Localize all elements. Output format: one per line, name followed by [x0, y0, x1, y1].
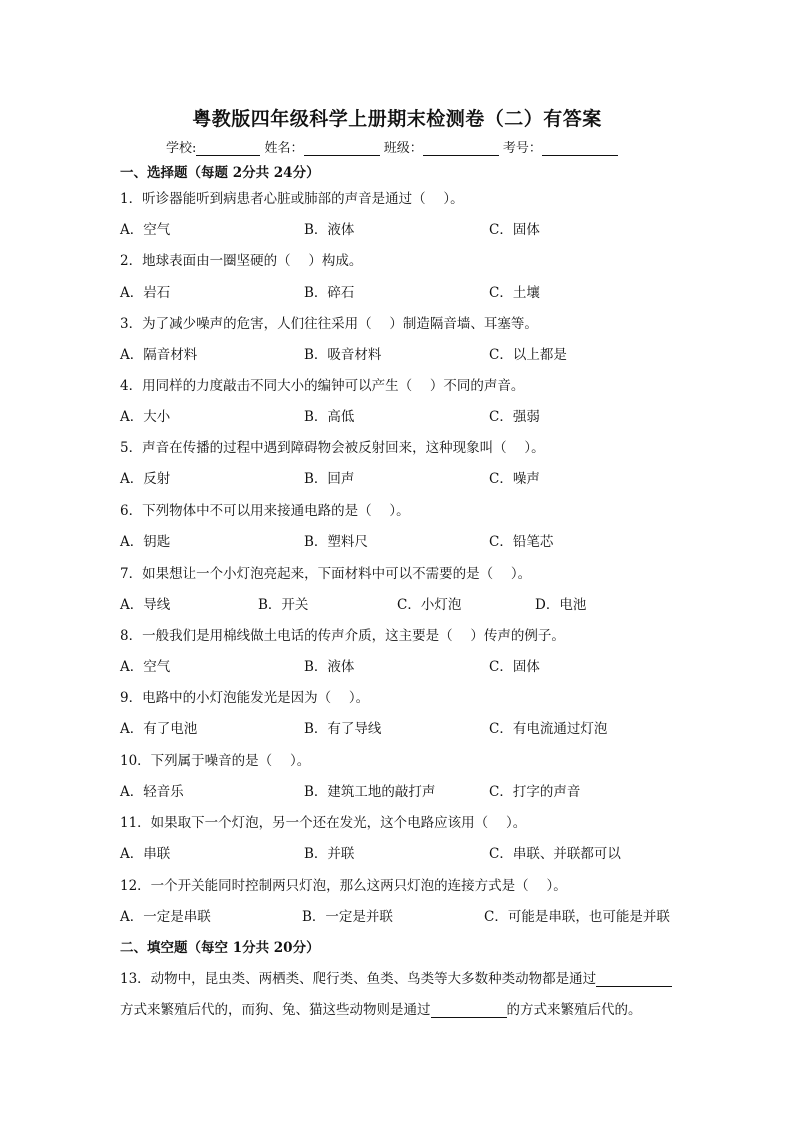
question-2: 2．地球表面由一圈坚硬的（ ）构成。	[120, 253, 363, 269]
option-b: B．一定是并联	[302, 909, 393, 925]
option-a: A．导线	[120, 597, 171, 613]
option-c: C．固体	[489, 659, 540, 675]
option-a: A．岩石	[120, 285, 171, 301]
option-b: B．建筑工地的敲打声	[304, 784, 436, 800]
option-b: B．有了导线	[304, 721, 382, 737]
answer-blank[interactable]	[596, 972, 672, 987]
class-label: 班级：	[383, 141, 423, 156]
option-b: B．开关	[258, 597, 309, 613]
option-c: C．铅笔芯	[489, 534, 554, 550]
question-13-line-1	[120, 967, 672, 987]
option-a: A．隔音材料	[120, 347, 198, 363]
page-title: 粤教版四年级科学上册期末检测卷（二）有答案	[192, 108, 602, 130]
option-a: A．一定是串联	[120, 909, 211, 925]
section-heading-fill: 二、填空题（每空 1分共 20分）	[120, 940, 320, 956]
option-c: C．串联、并联都可以	[489, 846, 621, 862]
section-heading-choice: 一、选择题（每题 2分共 24分）	[120, 165, 320, 181]
question-7: 7．如果想让一个小灯泡亮起来，下面材料中可以不需要的是（ ）。	[120, 566, 532, 582]
option-b: B．吸音材料	[304, 347, 382, 363]
option-c: C．固体	[489, 222, 540, 238]
option-b: B．并联	[304, 846, 355, 862]
option-c: C．有电流通过灯泡	[489, 721, 608, 737]
question-9: 9．电路中的小灯泡能发光是因为（ ）。	[120, 690, 370, 706]
option-b: B．液体	[304, 659, 355, 675]
option-a: A．钥匙	[120, 534, 171, 550]
option-a: A．有了电池	[120, 721, 198, 737]
option-a: A．串联	[120, 846, 171, 862]
question-10: 10．下列属于噪音的是（ ）。	[120, 753, 311, 769]
question-8: 8．一般我们是用棉线做土电话的传声介质，这主要是（ ）传声的例子。	[120, 628, 565, 644]
option-a: A．空气	[120, 659, 171, 675]
option-c: C．打字的声音	[489, 784, 581, 800]
question-13-line-2	[120, 998, 642, 1018]
name-blank	[304, 141, 380, 156]
student-info-row	[166, 137, 618, 156]
class-blank	[423, 141, 499, 156]
question-3: 3．为了减少噪声的危害，人们往往采用（ ）制造隔音墙、耳塞等。	[120, 316, 538, 332]
option-b: B．液体	[304, 222, 355, 238]
option-a: A．空气	[120, 222, 171, 238]
name-label: 姓名：	[264, 141, 304, 156]
option-b: B．塑料尺	[304, 534, 368, 550]
option-b: B．回声	[304, 471, 355, 487]
option-b: B．高低	[304, 409, 355, 425]
option-c: C．强弱	[489, 409, 540, 425]
option-a: A．反射	[120, 471, 171, 487]
question-6: 6．下列物体中不可以用来接通电路的是（ ）。	[120, 503, 410, 519]
question-4: 4．用同样的力度敲击不同大小的编钟可以产生（ ）不同的声音。	[120, 378, 525, 394]
question-13-text-2: 方式来繁殖后代的，而狗、兔、猫这些动物则是通过	[120, 1002, 431, 1018]
school-label: 学校:	[166, 141, 197, 156]
option-a: A．大小	[120, 409, 171, 425]
id-blank	[542, 141, 618, 156]
option-a: A．轻音乐	[120, 784, 184, 800]
question-11: 11．如果取下一个灯泡，另一个还在发光，这个电路应该用（ ）。	[120, 815, 527, 831]
option-c: C．土壤	[489, 285, 540, 301]
option-c: C．噪声	[489, 471, 540, 487]
id-label: 考号：	[502, 141, 542, 156]
option-c: C．以上都是	[489, 347, 567, 363]
question-1: 1．听诊器能听到病患者心脏或肺部的声音是通过（ ）。	[120, 191, 464, 207]
answer-blank[interactable]	[431, 1003, 507, 1018]
question-5: 5．声音在传播的过程中遇到障碍物会被反射回来，这种现象叫（ ）。	[120, 440, 545, 456]
question-13-text-3: 的方式来繁殖后代的。	[506, 1002, 642, 1018]
school-blank	[196, 141, 260, 156]
option-c: C．可能是串联，也可能是并联	[484, 909, 670, 925]
question-13-text: 13．动物中，昆虫类、两栖类、爬行类、鱼类、鸟类等大多数种类动物都是通过	[120, 971, 597, 987]
option-b: B．碎石	[304, 285, 355, 301]
option-d: D．电池	[535, 597, 587, 613]
question-12: 12．一个开关能同时控制两只灯泡，那么这两只灯泡的连接方式是（ ）。	[120, 878, 567, 894]
option-c: C．小灯泡	[397, 597, 462, 613]
